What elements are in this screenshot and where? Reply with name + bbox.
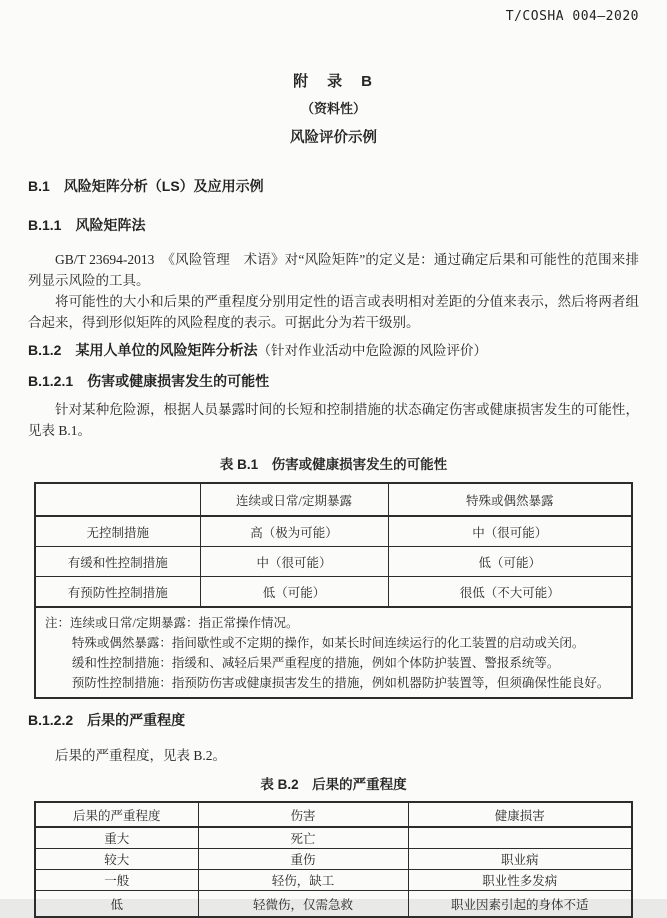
paragraph-matrix-explanation: 将可能性的大小和后果的严重程度分别用定性的语言或表明相对差距的分值来表示，然后将两者组合起来，得到形似矩阵的风险程度的表示。可据此分为若干级别。 [28, 294, 639, 330]
table-row [35, 849, 632, 870]
table-cell: 低（可能） [388, 547, 632, 577]
table-b2-header-cell: 后果的严重程度 [35, 802, 198, 827]
table-note: 特殊或偶然暴露：指间歇性或不定期的操作，如某长时间连续运行的化工装置的启动或关闭。 [71, 636, 585, 650]
table-b2-title: 表 B.2 后果的严重程度 [260, 777, 407, 792]
table-row [35, 827, 632, 849]
table-cell: 有预防性控制措施 [35, 577, 200, 608]
table-b1-header-cell: 特殊或偶然暴露 [388, 483, 632, 516]
table-row [35, 891, 632, 918]
table-cell: 死亡 [198, 827, 408, 849]
table-b1-header-cell: 连续或日常/定期暴露 [200, 483, 388, 516]
heading-b1: B.1 风险矩阵分析（LS）及应用示例 [28, 178, 264, 194]
table-b2-header-cell: 健康损害 [408, 802, 632, 827]
table-cell [408, 827, 632, 849]
appendix-informative-note: （资料性） [300, 101, 366, 116]
table-cell: 中（很可能） [200, 547, 388, 577]
table-cell: 职业病 [408, 849, 632, 870]
table-cell: 重大 [35, 827, 198, 849]
heading-b12-bold: B.1.2 某用人单位的风险矩阵分析法 [28, 342, 258, 358]
heading-b122: B.1.2.2 后果的严重程度 [28, 712, 186, 728]
table-cell: 职业性多发病 [408, 870, 632, 891]
table-row [35, 870, 632, 891]
table-note: 缓和性控制措施：指缓和、减轻后果严重程度的措施，例如个体防护装置、警报系统等。 [71, 656, 560, 670]
table-note: 注：连续或日常/定期暴露：指正常操作情况。 [45, 616, 299, 630]
table-b1-notes [35, 607, 632, 698]
doc-number: T/COSHA 004—2020 [505, 9, 639, 24]
table-row [35, 547, 632, 577]
table-cell: 中（很可能） [388, 516, 632, 547]
table-cell: 一般 [35, 870, 198, 891]
title-block [28, 70, 639, 147]
table-b1-header-cell [35, 483, 200, 516]
table-b2-header-row [35, 802, 632, 827]
table-cell: 很低（不大可能） [388, 577, 632, 608]
heading-b121: B.1.2.1 伤害或健康损害发生的可能性 [28, 373, 270, 389]
table-cell: 无控制措施 [35, 516, 200, 547]
paragraph-severity: 后果的严重程度，见表 B.2。 [55, 748, 227, 763]
appendix-label: 附 录 B [293, 73, 374, 90]
table-cell: 高（极为可能） [200, 516, 388, 547]
paragraph-likelihood: 针对某种危险源，根据人员暴露时间的长短和控制措施的状态确定伤害或健康损害发生的可能性，见表 B.1。 [28, 402, 639, 438]
table-cell: 低 [35, 891, 198, 918]
appendix-title: 风险评价示例 [290, 130, 377, 146]
heading-b11: B.1.1 风险矩阵法 [28, 217, 146, 233]
table-cell: 低（可能） [200, 577, 388, 608]
table-row [35, 516, 632, 547]
table-cell: 较大 [35, 849, 198, 870]
table-cell: 有缓和性控制措施 [35, 547, 200, 577]
table-b2 [34, 801, 633, 918]
table-cell: 轻伤，缺工 [198, 870, 408, 891]
table-cell: 轻微伤，仅需急救 [198, 891, 408, 918]
table-b1-header-row [35, 483, 632, 516]
heading-b12-parenthetical: （针对作业活动中危险源的风险评价） [257, 343, 487, 358]
table-note: 预防性控制措施：指预防伤害或健康损害发生的措施，例如机器防护装置等，但须确保性能良好。 [71, 676, 610, 690]
table-cell: 职业因素引起的身体不适 [408, 891, 632, 918]
table-row [35, 577, 632, 608]
paragraph-definition: GB/T 23694-2013 《风险管理 术语》对“风险矩阵”的定义是：通过确定后果和可能性的范围来排列显示风险的工具。 [28, 252, 639, 288]
table-cell: 重伤 [198, 849, 408, 870]
table-b1-notes-row [35, 607, 632, 698]
table-b1-title: 表 B.1 伤害或健康损害发生的可能性 [219, 457, 448, 472]
table-b2-header-cell: 伤害 [198, 802, 408, 827]
heading-b12 [28, 341, 639, 360]
table-b1 [34, 482, 633, 699]
